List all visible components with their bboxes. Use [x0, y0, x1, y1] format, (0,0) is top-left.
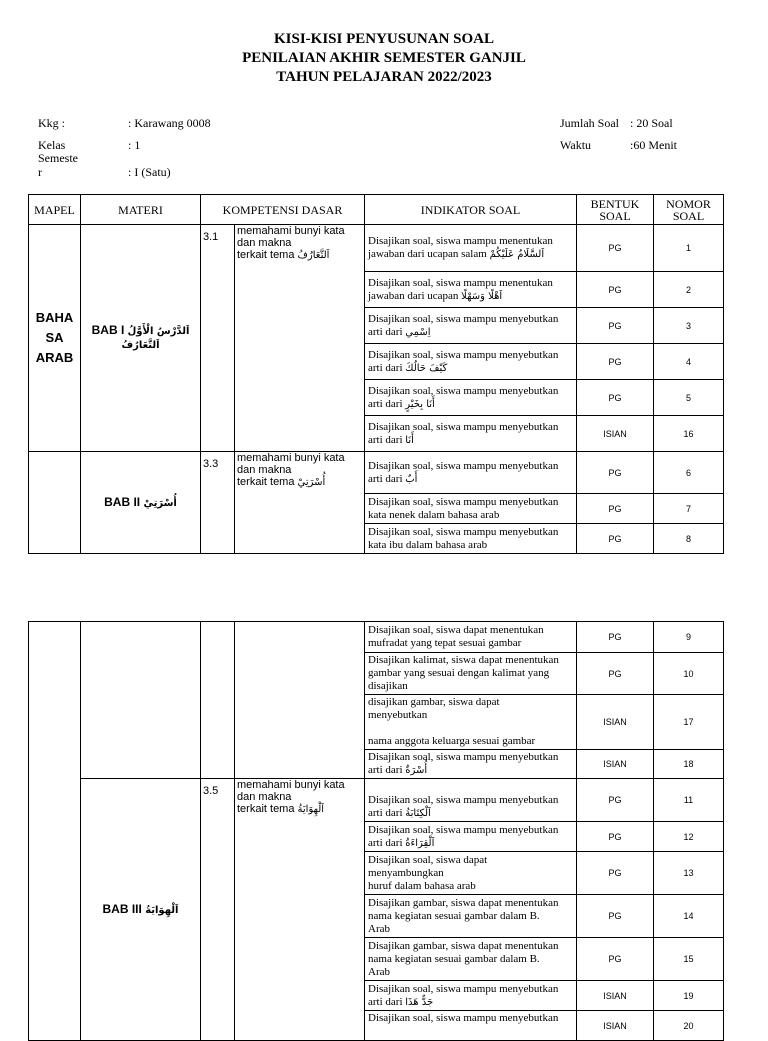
nomor-cell: 3: [654, 308, 724, 344]
bentuk-cell: PG: [577, 779, 654, 822]
col-indikator: INDIKATOR SOAL: [365, 195, 577, 225]
doc-title-line2: PENILAIAN AKHIR SEMESTER GANJIL: [242, 50, 526, 66]
indikator-line: Disajikan soal, siswa mampu menentukan: [368, 276, 553, 289]
kd3-line3: terkait tema: [237, 803, 295, 815]
jumlah-soal-value: : 20 Soal: [630, 116, 673, 130]
bab2-arabic: أُسْرَتِيْ: [143, 497, 177, 509]
indikator-line: Disajikan soal, siswa mampu menyebutkan: [368, 495, 559, 508]
indikator-arabic: اَلْكِتَابَةُ: [405, 807, 431, 819]
table-row: [29, 225, 724, 272]
bentuk-cell: ISIAN: [577, 750, 654, 779]
nomor-cell: 19: [654, 981, 724, 1011]
nomor-cell: 5: [654, 380, 724, 416]
bab1-arabic-1: اَلدَّرْسُ الْأَوَّلُ: [127, 326, 190, 337]
indikator-cell: [365, 344, 577, 380]
nomor-cell: 8: [654, 524, 724, 554]
nomor-cell: 7: [654, 494, 724, 524]
kisi-kisi-table-bottom: [28, 621, 724, 1041]
table-row: [29, 452, 724, 494]
kd1-line2: dan makna: [237, 237, 292, 249]
kd2-line3: terkait tema: [237, 476, 295, 488]
indikator-line: disajikan: [368, 680, 408, 692]
nomor-cell: 16: [654, 416, 724, 452]
bab2-label: BAB II: [104, 494, 141, 509]
indikator-line: nama anggota keluarga sesuai gambar: [368, 735, 536, 747]
indikator-line: jawaban dari ucapan: [368, 289, 459, 302]
nomor-cell: 13: [654, 852, 724, 895]
col-nomor-line2: SOAL: [672, 208, 705, 223]
indikator-line: Disajikan soal, siswa mampu menyebutkan: [368, 348, 559, 361]
kd2-line1: memahami bunyi kata: [237, 452, 345, 464]
bentuk-cell: PG: [577, 452, 654, 494]
bentuk-cell: PG: [577, 622, 654, 653]
indikator-line: Disajikan gambar, siswa dapat menentukan: [368, 939, 559, 952]
indikator-line: arti dari: [368, 433, 403, 446]
indikator-line: Disajikan soal, siswa mampu menyebutkan: [368, 1012, 559, 1024]
indikator-cell: [365, 308, 577, 344]
kd-number-continued: [201, 622, 235, 779]
col-bentuk-line1: BENTUK: [590, 196, 640, 211]
indikator-arabic: أَبٌ: [405, 473, 418, 485]
indikator-line: kata ibu dalam bahasa arab: [368, 538, 488, 551]
indikator-line: Disajikan soal, siswa mampu menyebutkan: [368, 525, 559, 538]
col-kompetensi-dasar: KOMPETENSI DASAR: [201, 195, 365, 225]
nomor-cell: 17: [654, 695, 724, 750]
indikator-line: Disajikan soal, siswa dapat menentukan: [368, 624, 544, 636]
bab1-arabic-2: اَلتَّعَارُفُ: [121, 340, 160, 351]
kd2-arabic: أُسْرَتِيْ: [297, 477, 326, 488]
col-nomor: [654, 195, 724, 225]
indikator-line: Disajikan soal, siswa mampu menentukan: [368, 235, 553, 247]
col-materi: MATERI: [81, 195, 201, 225]
nomor-cell: 18: [654, 750, 724, 779]
kd3-number: 3.5: [201, 779, 235, 1041]
indikator-line: Disajikan soal, siswa mampu menyebutkan: [368, 751, 559, 763]
materi-bab2: [81, 452, 201, 554]
col-bentuk-line2: SOAL: [599, 208, 631, 223]
indikator-arabic: اِسْمِي: [405, 326, 431, 338]
col-mapel: MAPEL: [29, 195, 81, 225]
indikator-line: huruf dalam bahasa arab: [368, 879, 476, 892]
bentuk-cell: PG: [577, 380, 654, 416]
indikator-line: gambar yang sesuai dengan kalimat yang: [368, 667, 550, 679]
indikator-line: menyambungkan: [368, 866, 444, 879]
indikator-line: arti dari: [368, 806, 403, 819]
kd-text-continued: [235, 622, 365, 779]
mapel-cell-continued: [29, 622, 81, 1041]
indikator-line: Disajikan soal, siswa mampu menyebutkan: [368, 793, 559, 806]
indikator-cell: [365, 1011, 577, 1041]
kkg-value: : Karawang 0008: [128, 116, 211, 130]
indikator-cell: [365, 452, 577, 494]
bentuk-cell: PG: [577, 344, 654, 380]
indikator-cell: [365, 938, 577, 981]
bentuk-cell: PG: [577, 653, 654, 695]
nomor-cell: 20: [654, 1011, 724, 1041]
indikator-line: mufradat yang tepat sesuai gambar: [368, 637, 522, 649]
bentuk-cell: PG: [577, 852, 654, 895]
nomor-cell: 9: [654, 622, 724, 653]
doc-title-line1: KISI-KISI PENYUSUNAN SOAL: [273, 31, 495, 47]
indikator-cell: [365, 822, 577, 852]
indikator-line: Disajikan soal, siswa mampu menyebutkan: [368, 459, 559, 472]
indikator-line: Disajikan gambar, siswa dapat menentukan: [368, 896, 559, 909]
mapel-line2: SA: [45, 330, 64, 345]
bentuk-cell: PG: [577, 494, 654, 524]
mapel-cell: [29, 225, 81, 452]
indikator-cell: [365, 524, 577, 554]
mapel-line3: ARAB: [35, 350, 74, 365]
bentuk-cell: PG: [577, 822, 654, 852]
materi-cell-continued: [81, 622, 201, 779]
mapel-line1: BAHA: [35, 310, 74, 325]
bentuk-cell: PG: [577, 272, 654, 308]
indikator-cell: [365, 779, 577, 822]
indikator-cell: [365, 272, 577, 308]
kd3-text: [235, 779, 365, 1041]
indikator-line: Disajikan soal, siswa dapat: [368, 853, 488, 866]
indikator-line: nama kegiatan sesuai gambar dalam B.: [368, 952, 540, 965]
kd1-line3: terkait tema: [237, 249, 295, 261]
bentuk-cell: ISIAN: [577, 695, 654, 750]
col-bentuk: [577, 195, 654, 225]
bentuk-cell: PG: [577, 225, 654, 272]
indikator-line: Disajikan soal, siswa mampu menyebutkan: [368, 420, 559, 433]
indikator-line: Disajikan kalimat, siswa dapat menentukan: [368, 654, 559, 666]
kd3-arabic: اَلْهِوَايَةُ: [297, 804, 325, 815]
indikator-arabic: اَلْقِرَاءَةُ: [405, 837, 435, 849]
bentuk-cell: ISIAN: [577, 416, 654, 452]
semester-label-1: Semeste: [38, 151, 78, 165]
indikator-arabic: أَنَا بِخَيْرٍ: [405, 398, 435, 410]
indikator-cell: [365, 852, 577, 895]
kelas-label: Kelas: [38, 138, 66, 152]
nomor-cell: 2: [654, 272, 724, 308]
indikator-cell: [365, 653, 577, 695]
indikator-line: arti dari: [368, 995, 403, 1008]
bentuk-cell: ISIAN: [577, 981, 654, 1011]
materi-bab3: [81, 779, 201, 1041]
kisi-kisi-table-top: [28, 194, 724, 554]
bentuk-cell: ISIAN: [577, 1011, 654, 1041]
bab3-arabic: اَلْهِوَايَةُ: [145, 904, 179, 916]
bab3-label: BAB III: [102, 901, 142, 916]
indikator-cell: [365, 695, 577, 750]
col-nomor-line1: NOMOR: [666, 196, 711, 211]
bentuk-cell: PG: [577, 938, 654, 981]
kd2-text: [235, 452, 365, 554]
indikator-arabic: اَهْلًا وَسَهْلًا: [461, 290, 503, 302]
nomor-cell: 4: [654, 344, 724, 380]
semester-value: : I (Satu): [128, 165, 171, 179]
semester-label-2: r: [38, 165, 42, 179]
kd2-line2: dan makna: [237, 464, 292, 476]
kd1-number: 3.1: [201, 225, 235, 452]
materi-bab1: [81, 225, 201, 452]
indikator-cell: [365, 750, 577, 779]
doc-title-line3: TAHUN PELAJARAN 2022/2023: [276, 69, 492, 85]
indikator-cell: [365, 416, 577, 452]
indikator-arabic: أَنَا: [405, 434, 414, 446]
table-row: [29, 622, 724, 653]
header-row: [29, 195, 724, 225]
indikator-line: disajikan gambar, siswa dapat: [368, 696, 500, 708]
bentuk-cell: PG: [577, 524, 654, 554]
indikator-arabic: جَدٌّ هَذَا: [405, 996, 434, 1008]
kkg-label: Kkg :: [38, 116, 65, 130]
nomor-cell: 15: [654, 938, 724, 981]
indikator-line: Disajikan soal, siswa mampu menyebutkan: [368, 823, 559, 836]
indikator-cell: [365, 981, 577, 1011]
indikator-cell: [365, 494, 577, 524]
bentuk-cell: PG: [577, 308, 654, 344]
indikator-cell: [365, 380, 577, 416]
nomor-cell: 12: [654, 822, 724, 852]
indikator-arabic: كَيْفَ حَالُكَ: [405, 362, 448, 374]
nomor-cell: 14: [654, 895, 724, 938]
indikator-line: menyebutkan: [368, 709, 428, 721]
nomor-cell: 1: [654, 225, 724, 272]
bentuk-cell: PG: [577, 895, 654, 938]
indikator-line: Arab: [368, 965, 390, 978]
indikator-cell: [365, 895, 577, 938]
indikator-line: arti dari: [368, 397, 403, 410]
indikator-line: arti dari: [368, 472, 403, 485]
kelas-value: : 1: [128, 138, 141, 152]
indikator-line: Disajikan soal, siswa mampu menyebutkan: [368, 982, 559, 995]
indikator-line: arti dari: [368, 764, 403, 776]
nomor-cell: 6: [654, 452, 724, 494]
bab1-label: BAB I: [91, 323, 125, 337]
indikator-line: arti dari: [368, 361, 403, 374]
kd2-number: 3.3: [201, 452, 235, 554]
indikator-line: Disajikan soal, siswa mampu menyebutkan: [368, 384, 559, 397]
indikator-cell: [365, 622, 577, 653]
indikator-line: Disajikan soal, siswa mampu menyebutkan: [368, 312, 559, 325]
jumlah-soal-label: Jumlah Soal: [560, 116, 619, 130]
waktu-label: Waktu: [560, 138, 592, 152]
kd1-text: [235, 225, 365, 452]
indikator-arabic: أُسْرَةٌ: [405, 765, 428, 776]
kd3-line2: dan makna: [237, 791, 292, 803]
indikator-line: nama kegiatan sesuai gambar dalam B.: [368, 909, 540, 922]
indikator-line: arti dari: [368, 836, 403, 849]
indikator-line: arti dari: [368, 325, 403, 338]
nomor-cell: 11: [654, 779, 724, 822]
kd1-line1: memahami bunyi kata: [237, 225, 345, 237]
indikator-cell: [365, 225, 577, 272]
indikator-arabic: اَلسَّلَامُ عَلَيْكُمْ: [489, 249, 545, 260]
indikator-line: kata nenek dalam bahasa arab: [368, 508, 500, 521]
waktu-value: :60 Menit: [630, 138, 677, 152]
table-row: [29, 779, 724, 822]
nomor-cell: 10: [654, 653, 724, 695]
indikator-line: Arab: [368, 922, 390, 935]
mapel-cell-continued: [29, 452, 81, 554]
kd1-arabic: اَلتَّعَارُفُ: [297, 250, 330, 261]
kd3-line1: memahami bunyi kata: [237, 779, 345, 791]
indikator-line: jawaban dari ucapan salam: [368, 248, 487, 260]
